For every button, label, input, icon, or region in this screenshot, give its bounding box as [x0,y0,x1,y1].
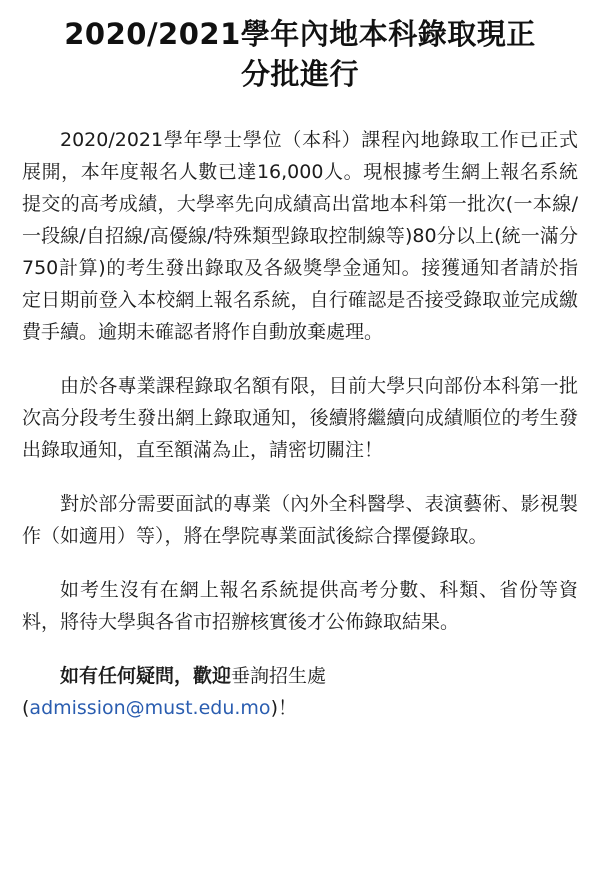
paragraph-admission-start: 2020/2021學年學士學位（本科）課程內地錄取工作已正式展開，本年度報名人數已達16,000人。現根據考生網上報名系統提交的高考成績，大學率先向成績高出當地本科第一批次(一本線/一段線/自招線/高優線/特殊類型錄取控制線等)80分以上(統一滿分750計算)的考生發出錄取及各級獎學金通知。接獲通知者請於指定日期前登入本校網上報名系統，自行確認是否接受錄取並完成繳費手續。逾期未確認者將作自動放棄處理。 [22,129,578,343]
email-close-text: )！ [270,697,297,719]
contact-bold-text: 如有任何疑問，歡迎 [60,665,232,687]
paragraph-missing-info: 如考生沒有在網上報名系統提供高考分數、科類、省份等資料，將待大學與各省市招辦核實後才公佈錄取結果。 [22,579,578,633]
email-line [22,692,578,724]
email-link[interactable]: admission@must.edu.mo [29,697,271,719]
paragraph-interview: 對於部分需要面試的專業（內外全科醫學、表演藝術、影視製作（如適用）等），將在學院專業面試後綜合擇優錄取。 [22,493,578,547]
paragraph-quota-limit: 由於各專業課程錄取名額有限，目前大學只向部份本科第一批次高分段考生發出網上錄取通知，後續將繼續向成績順位的考生發出錄取通知，直至額滿為止，請密切關注！ [22,375,578,461]
page-title [22,14,578,94]
title-line-1: 2020/2021學年內地本科錄取現正 [64,17,536,51]
contact-line [22,660,578,692]
email-open-paren: ( [22,697,30,719]
title-line-2: 分批進行 [240,57,359,91]
contact-normal-text: 垂詢招生處 [231,665,327,687]
article-body [22,124,578,724]
